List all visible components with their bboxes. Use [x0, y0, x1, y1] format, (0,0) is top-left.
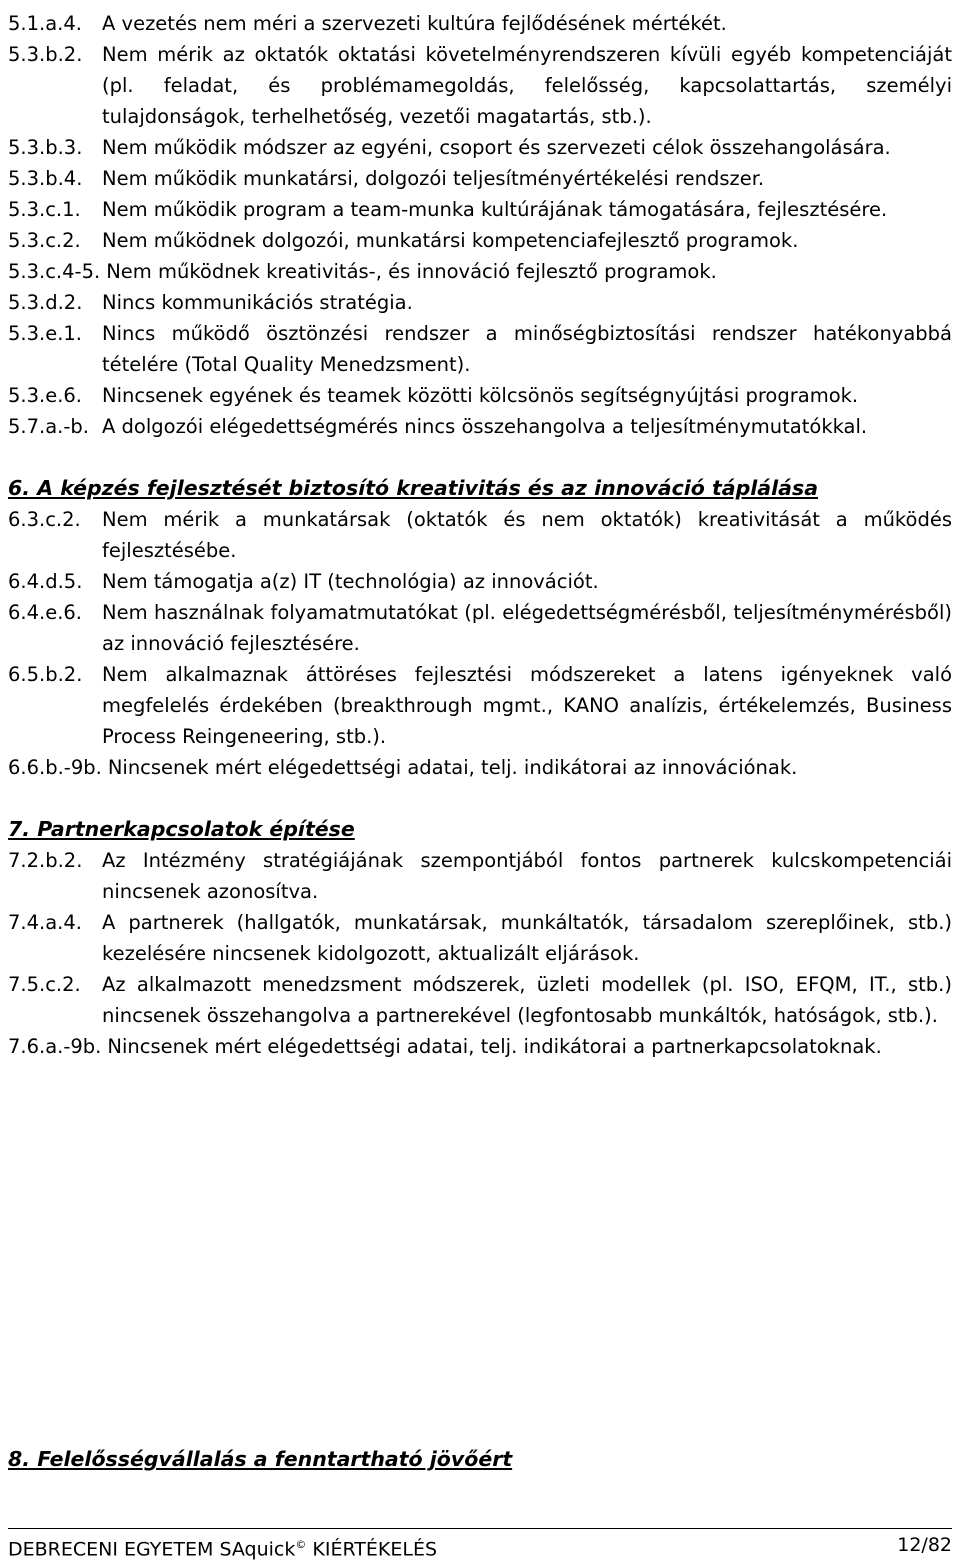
item-text: Nem működnek kreativitás-, és innováció fejlesztő programok. [106, 260, 717, 283]
section-6-list [8, 504, 952, 783]
list-item [8, 287, 952, 318]
list-item [8, 659, 952, 752]
item-code: 5.3.e.1. [8, 322, 83, 345]
item-code: 5.3.b.2. [8, 43, 83, 66]
item-text: Nem támogatja a(z) IT (technológia) az innovációt. [102, 570, 599, 593]
page-footer [8, 1528, 952, 1561]
item-code: 5.3.c.2. [8, 229, 81, 252]
item-text: Nem használnak folyamatmutatókat (pl. elégedettségmérésből, teljesítménymérésből) az innováció fejlesztésére. [102, 601, 952, 655]
item-code: 5.3.b.4. [8, 167, 83, 190]
item-code: 6.3.c.2. [8, 508, 81, 531]
list-item [8, 132, 952, 163]
item-text: Nem mérik a munkatársak (oktatók és nem oktatók) kreativitását a működés fejlesztésébe. [102, 508, 952, 562]
list-item [8, 597, 952, 659]
footer-title-suffix: KIÉRTÉKELÉS [306, 1538, 438, 1561]
section-heading: 6. A képzés fejlesztését biztosító kreativitás és az innováció táplálása [8, 476, 819, 500]
list-item [8, 194, 952, 225]
list-item [8, 256, 952, 287]
list-item [8, 225, 952, 256]
item-code: 5.3.b.3. [8, 136, 83, 159]
item-code: 5.3.e.6. [8, 384, 83, 407]
list-item [8, 1031, 952, 1062]
list-item [8, 39, 952, 132]
item-text: Nem működnek dolgozói, munkatársi kompetenciafejlesztő programok. [102, 229, 799, 252]
list-item [8, 8, 952, 39]
item-text: Nem működik program a team-munka kultúrájának támogatására, fejlesztésére. [102, 198, 888, 221]
item-text: A vezetés nem méri a szervezeti kultúra fejlődésének mértékét. [102, 12, 727, 35]
item-text: Nem alkalmaznak áttöréses fejlesztési módszereket a latens igényeknek való megfelelés érdekében (breakthrough mgmt., KANO analízis, értékelemzés, Business Process Reingeneering, stb.). [102, 663, 952, 748]
item-code: 6.5.b.2. [8, 663, 83, 686]
item-code: 6.4.d.5. [8, 570, 83, 593]
document-page [8, 8, 952, 1471]
item-code: 7.6.a.-9b. [8, 1035, 102, 1058]
copyright-mark: © [295, 1538, 307, 1551]
list-item [8, 907, 952, 969]
item-code: 6.6.b.-9b. [8, 756, 102, 779]
list-item [8, 380, 952, 411]
item-text: Nem működik munkatársi, dolgozói teljesítményértékelési rendszer. [102, 167, 765, 190]
list-item [8, 566, 952, 597]
item-code: 5.3.c.4-5. [8, 260, 101, 283]
item-code: 5.3.c.1. [8, 198, 81, 221]
section-7-list [8, 845, 952, 1062]
list-item [8, 163, 952, 194]
item-text: Nincsenek egyének és teamek közötti kölcsönös segítségnyújtási programok. [102, 384, 859, 407]
item-code: 5.3.d.2. [8, 291, 83, 314]
item-code: 7.2.b.2. [8, 849, 83, 872]
footer-title-main: DEBRECENI EGYETEM SAquick [8, 1538, 296, 1561]
item-text: Nincs kommunikációs stratégia. [102, 291, 413, 314]
item-code: 6.4.e.6. [8, 601, 83, 624]
list-item [8, 504, 952, 566]
item-text: A partnerek (hallgatók, munkatársak, munkáltatók, társadalom szereplőinek, stb.) kezelésére nincsenek kidolgozott, aktualizált eljárások. [102, 911, 952, 965]
item-code: 5.7.a.-b. [8, 415, 89, 438]
section-heading: 8. Felelősségvállalás a fenntartható jövőért [8, 1447, 513, 1471]
item-text: Az Intézmény stratégiájának szempontjából fontos partnerek kulcskompetenciái nincsenek azonosítva. [102, 849, 952, 903]
item-text: A dolgozói elégedettségmérés nincs összehangolva a teljesítménymutatókkal. [102, 415, 868, 438]
item-text: Az alkalmazott menedzsment módszerek, üzleti modellek (pl. ISO, EFQM, IT., stb.) nincsenek összehangolva a partnerekével (legfontosabb munkáltók, hatóságok, stb.). [102, 973, 952, 1027]
section-heading: 7. Partnerkapcsolatok építése [8, 817, 355, 841]
page-number: 12/82 [897, 1534, 952, 1556]
item-text: Nincsenek mért elégedettségi adatai, telj. indikátorai a partnerkapcsolatoknak. [107, 1035, 882, 1058]
list-item [8, 752, 952, 783]
item-code: 7.4.a.4. [8, 911, 82, 934]
list-item [8, 845, 952, 907]
item-text: Nincs működő ösztönzési rendszer a minőségbiztosítási rendszer hatékonyabbá tételére (Total Quality Menedzsment). [102, 322, 952, 376]
item-text: Nincsenek mért elégedettségi adatai, telj. indikátorai az innovációnak. [107, 756, 798, 779]
item-text: Nem mérik az oktatók oktatási követelményrendszeren kívüli egyéb kompetenciáját (pl. feladat, és problémamegoldás, felelősség, kapcsolattartás, személyi tulajdonságok, terhelhetőség, vezetői magatartás, stb.). [102, 43, 952, 128]
section-5-list [8, 8, 952, 442]
list-item [8, 318, 952, 380]
item-code: 7.5.c.2. [8, 973, 81, 996]
list-item [8, 411, 952, 442]
item-code: 5.1.a.4. [8, 12, 82, 35]
item-text: Nem működik módszer az egyéni, csoport és szervezeti célok összehangolására. [102, 136, 891, 159]
list-item [8, 969, 952, 1031]
